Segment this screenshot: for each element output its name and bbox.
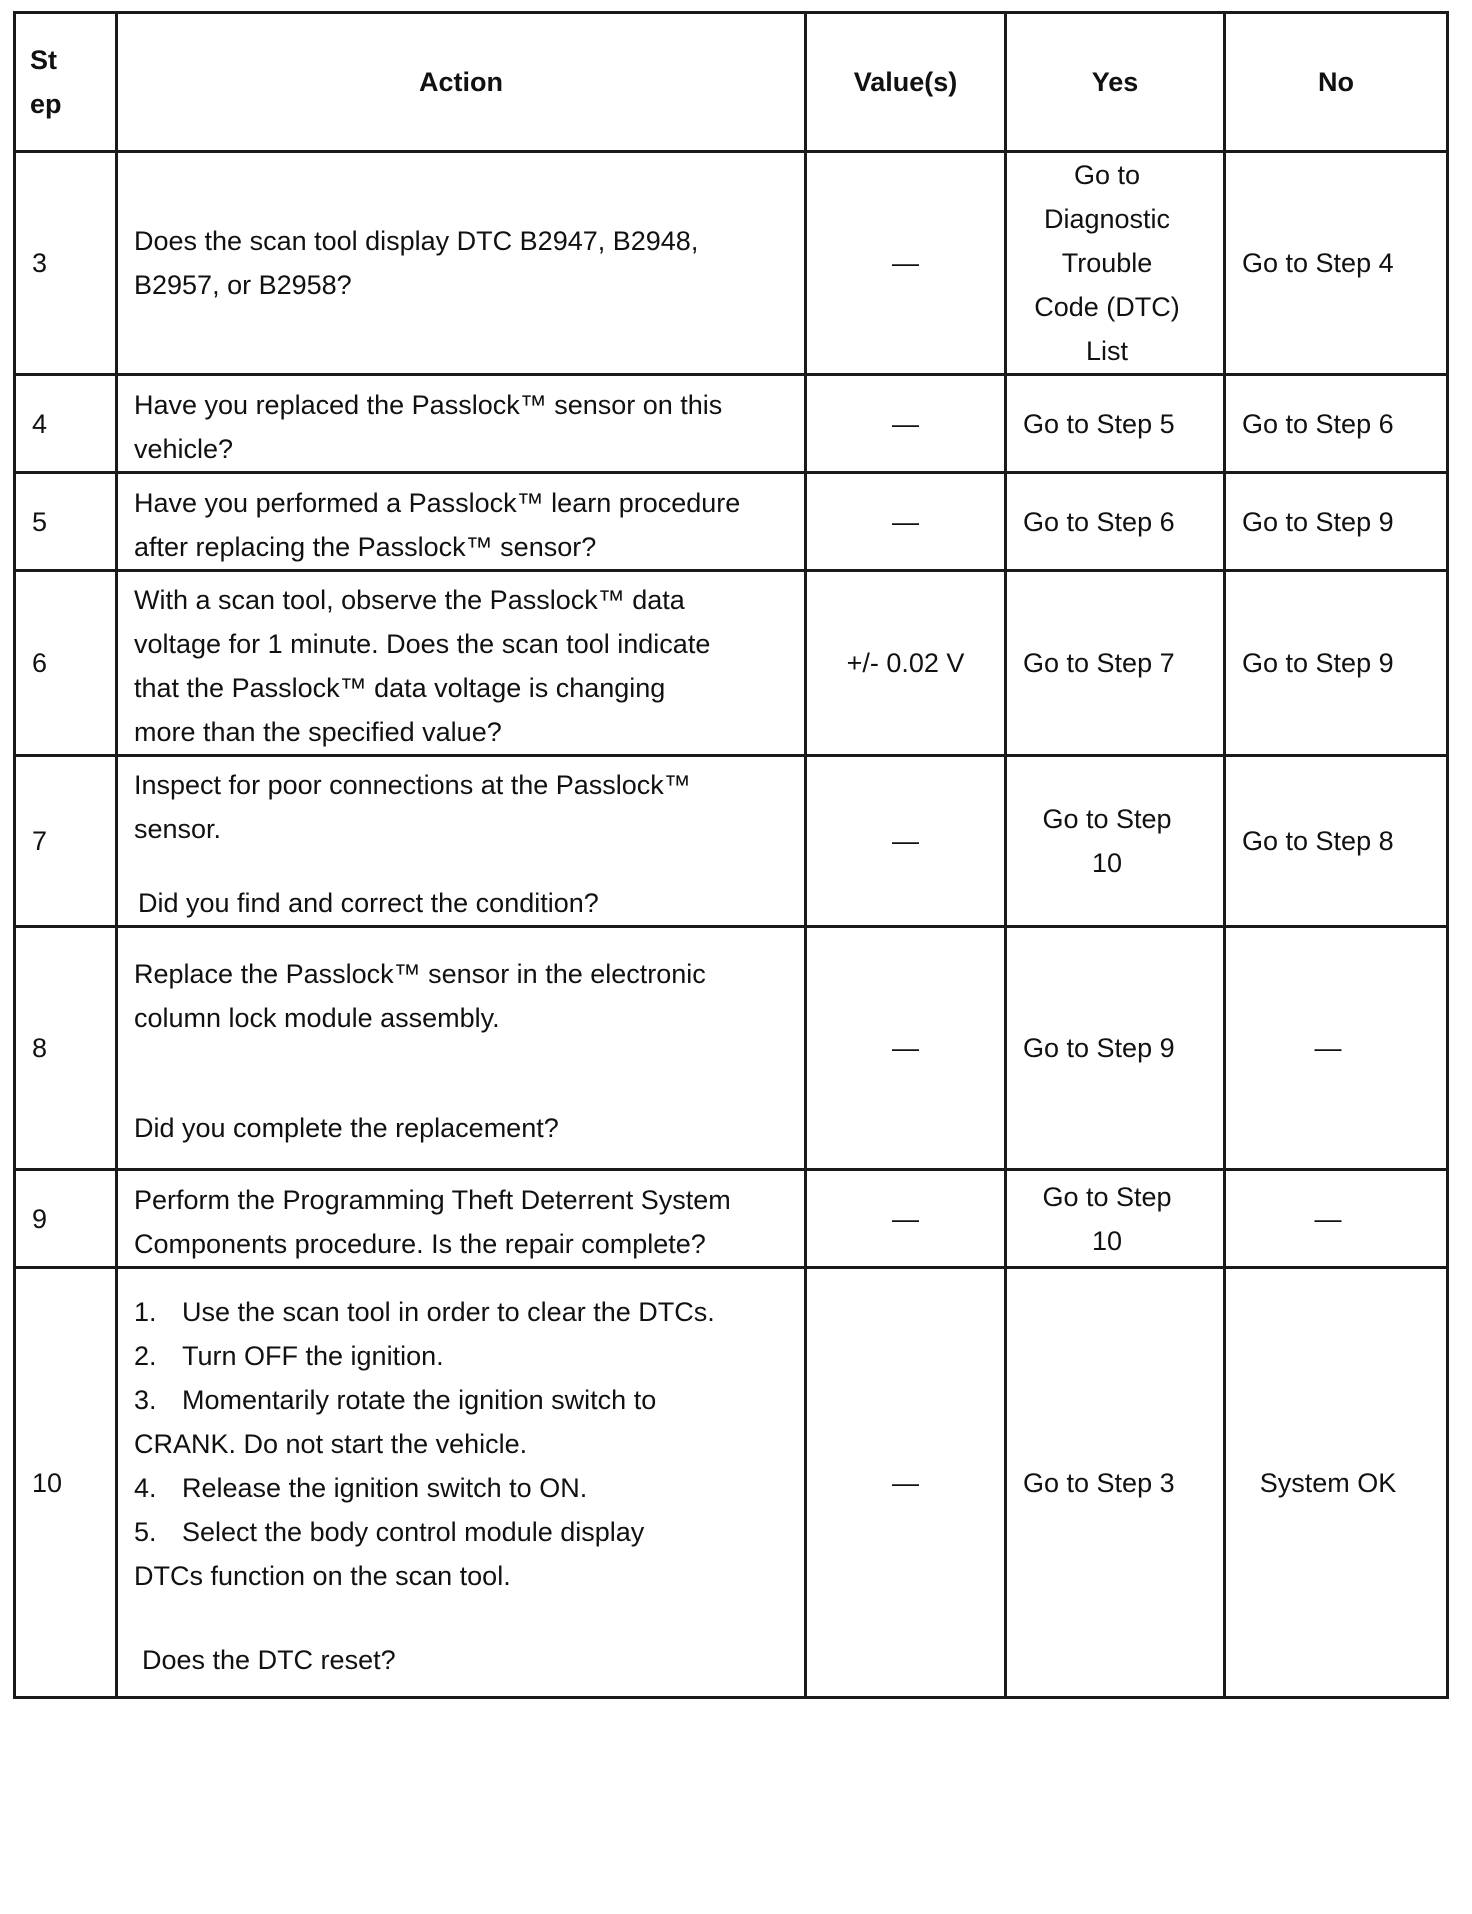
action-cell bbox=[117, 473, 806, 571]
step-number: 8 bbox=[15, 927, 117, 1170]
no-cell: Go to Step 9 bbox=[1225, 571, 1448, 756]
yes-cell: Go to Step 6 bbox=[1006, 473, 1225, 571]
value-cell: — bbox=[806, 152, 1006, 375]
list-number: 4. bbox=[134, 1472, 157, 1503]
list-item bbox=[134, 1290, 788, 1334]
table-row-step-8 bbox=[15, 927, 1448, 1170]
list-text: Use the scan tool in order to clear the DTCs. bbox=[182, 1296, 715, 1327]
action-gap bbox=[134, 1598, 788, 1638]
action-question: Did you complete the replacement? bbox=[134, 1113, 559, 1143]
step-number: 9 bbox=[15, 1170, 117, 1268]
action-cell bbox=[117, 1170, 806, 1268]
action-line: With a scan tool, observe the Passlock™ data bbox=[134, 585, 685, 615]
list-number: 5. bbox=[134, 1516, 157, 1547]
action-cell bbox=[117, 152, 806, 375]
step-number: 6 bbox=[15, 571, 117, 756]
action-line: Have you replaced the Passlock™ sensor on this bbox=[134, 389, 723, 420]
header-action: Action bbox=[117, 13, 806, 152]
header-yes: Yes bbox=[1006, 13, 1225, 152]
list-item bbox=[134, 1422, 788, 1466]
no-cell: Go to Step 4 bbox=[1225, 152, 1448, 375]
step-number: 7 bbox=[15, 756, 117, 927]
yes-line: Go to bbox=[1073, 160, 1141, 190]
action-line: Replace the Passlock™ sensor in the electronic bbox=[134, 959, 706, 989]
table-row-step-6 bbox=[15, 571, 1448, 756]
diagnostic-table bbox=[13, 11, 1449, 1699]
yes-cell: Go to Step 7 bbox=[1006, 571, 1225, 756]
table-row-step-3 bbox=[15, 152, 1448, 375]
action-line: Does the scan tool display DTC B2947, B2948, bbox=[134, 226, 699, 256]
yes-cell: Go to Step 5 bbox=[1006, 375, 1225, 473]
action-line bbox=[134, 851, 788, 881]
action-line: B2957, or B2958? bbox=[134, 270, 352, 300]
yes-line: Code (DTC) bbox=[1034, 292, 1180, 322]
list-number: 3. bbox=[134, 1384, 157, 1415]
yes-cell: Go to Step 3 bbox=[1006, 1268, 1225, 1698]
list-item bbox=[134, 1334, 788, 1378]
header-row bbox=[15, 13, 1448, 152]
action-cell bbox=[117, 756, 806, 927]
yes-line: Trouble bbox=[1061, 248, 1153, 278]
list-item bbox=[134, 1466, 788, 1510]
table-row-step-5 bbox=[15, 473, 1448, 571]
header-step bbox=[15, 13, 117, 152]
header-values: Value(s) bbox=[806, 13, 1006, 152]
yes-line: 10 bbox=[1091, 848, 1123, 878]
yes-line: Go to Step bbox=[1042, 804, 1172, 834]
action-line: voltage for 1 minute. Does the scan tool indicate bbox=[134, 629, 711, 659]
action-line: vehicle? bbox=[134, 433, 234, 464]
action-line: column lock module assembly. bbox=[134, 1003, 500, 1033]
list-number: 2. bbox=[134, 1340, 157, 1371]
action-question: Did you find and correct the condition? bbox=[138, 888, 599, 918]
action-line: Have you performed a Passlock™ learn procedure bbox=[134, 487, 741, 518]
table-row-step-10 bbox=[15, 1268, 1448, 1698]
no-cell: — bbox=[1225, 1170, 1448, 1268]
action-line: Perform the Programming Theft Deterrent System bbox=[134, 1184, 731, 1215]
list-text: Turn OFF the ignition. bbox=[182, 1340, 444, 1371]
yes-line: Go to Step bbox=[1042, 1181, 1172, 1212]
yes-cell bbox=[1006, 152, 1225, 375]
header-no: No bbox=[1225, 13, 1448, 152]
list-number: 1. bbox=[134, 1296, 157, 1327]
action-line: sensor. bbox=[134, 814, 222, 844]
action-cell bbox=[117, 571, 806, 756]
value-cell: +/- 0.02 V bbox=[806, 571, 1006, 756]
no-cell: Go to Step 9 bbox=[1225, 473, 1448, 571]
no-cell: — bbox=[1225, 927, 1448, 1170]
step-number: 4 bbox=[15, 375, 117, 473]
action-cell bbox=[117, 375, 806, 473]
list-text: Release the ignition switch to ON. bbox=[182, 1472, 588, 1503]
value-cell: — bbox=[806, 473, 1006, 571]
action-question: Does the DTC reset? bbox=[142, 1644, 396, 1675]
action-cell bbox=[117, 1268, 806, 1698]
list-item bbox=[134, 1378, 788, 1422]
no-cell: Go to Step 6 bbox=[1225, 375, 1448, 473]
table-row-step-4 bbox=[15, 375, 1448, 473]
yes-cell bbox=[1006, 756, 1225, 927]
value-cell: — bbox=[806, 927, 1006, 1170]
step-number: 10 bbox=[15, 1268, 117, 1698]
value-cell: — bbox=[806, 375, 1006, 473]
table-row-step-9 bbox=[15, 1170, 1448, 1268]
value-cell: — bbox=[806, 1170, 1006, 1268]
action-line: after replacing the Passlock™ sensor? bbox=[134, 531, 597, 562]
action-cell bbox=[117, 927, 806, 1170]
no-cell: Go to Step 8 bbox=[1225, 756, 1448, 927]
action-gap bbox=[134, 1040, 788, 1106]
yes-cell bbox=[1006, 1170, 1225, 1268]
list-item bbox=[134, 1510, 788, 1554]
action-line: Components procedure. Is the repair complete? bbox=[134, 1228, 706, 1259]
yes-line: 10 bbox=[1091, 1225, 1123, 1256]
yes-line: List bbox=[1085, 336, 1129, 366]
action-line: more than the specified value? bbox=[134, 717, 502, 747]
list-text: Select the body control module display bbox=[182, 1516, 645, 1547]
step-number: 5 bbox=[15, 473, 117, 571]
header-step-line1: St bbox=[30, 45, 57, 75]
table-row-step-7 bbox=[15, 756, 1448, 927]
procedure-list bbox=[134, 1290, 788, 1598]
value-cell: — bbox=[806, 756, 1006, 927]
action-line: that the Passlock™ data voltage is changing bbox=[134, 673, 666, 703]
yes-cell: Go to Step 9 bbox=[1006, 927, 1225, 1170]
action-line: Inspect for poor connections at the Passlock™ bbox=[134, 770, 691, 800]
header-step-line2: ep bbox=[30, 89, 62, 119]
yes-line: Diagnostic bbox=[1043, 204, 1171, 234]
list-text: DTCs function on the scan tool. bbox=[134, 1560, 511, 1591]
list-text: Momentarily rotate the ignition switch to bbox=[182, 1384, 657, 1415]
list-text: CRANK. Do not start the vehicle. bbox=[134, 1428, 528, 1459]
value-cell: — bbox=[806, 1268, 1006, 1698]
step-number: 3 bbox=[15, 152, 117, 375]
list-item bbox=[134, 1554, 788, 1598]
no-cell: System OK bbox=[1225, 1268, 1448, 1698]
